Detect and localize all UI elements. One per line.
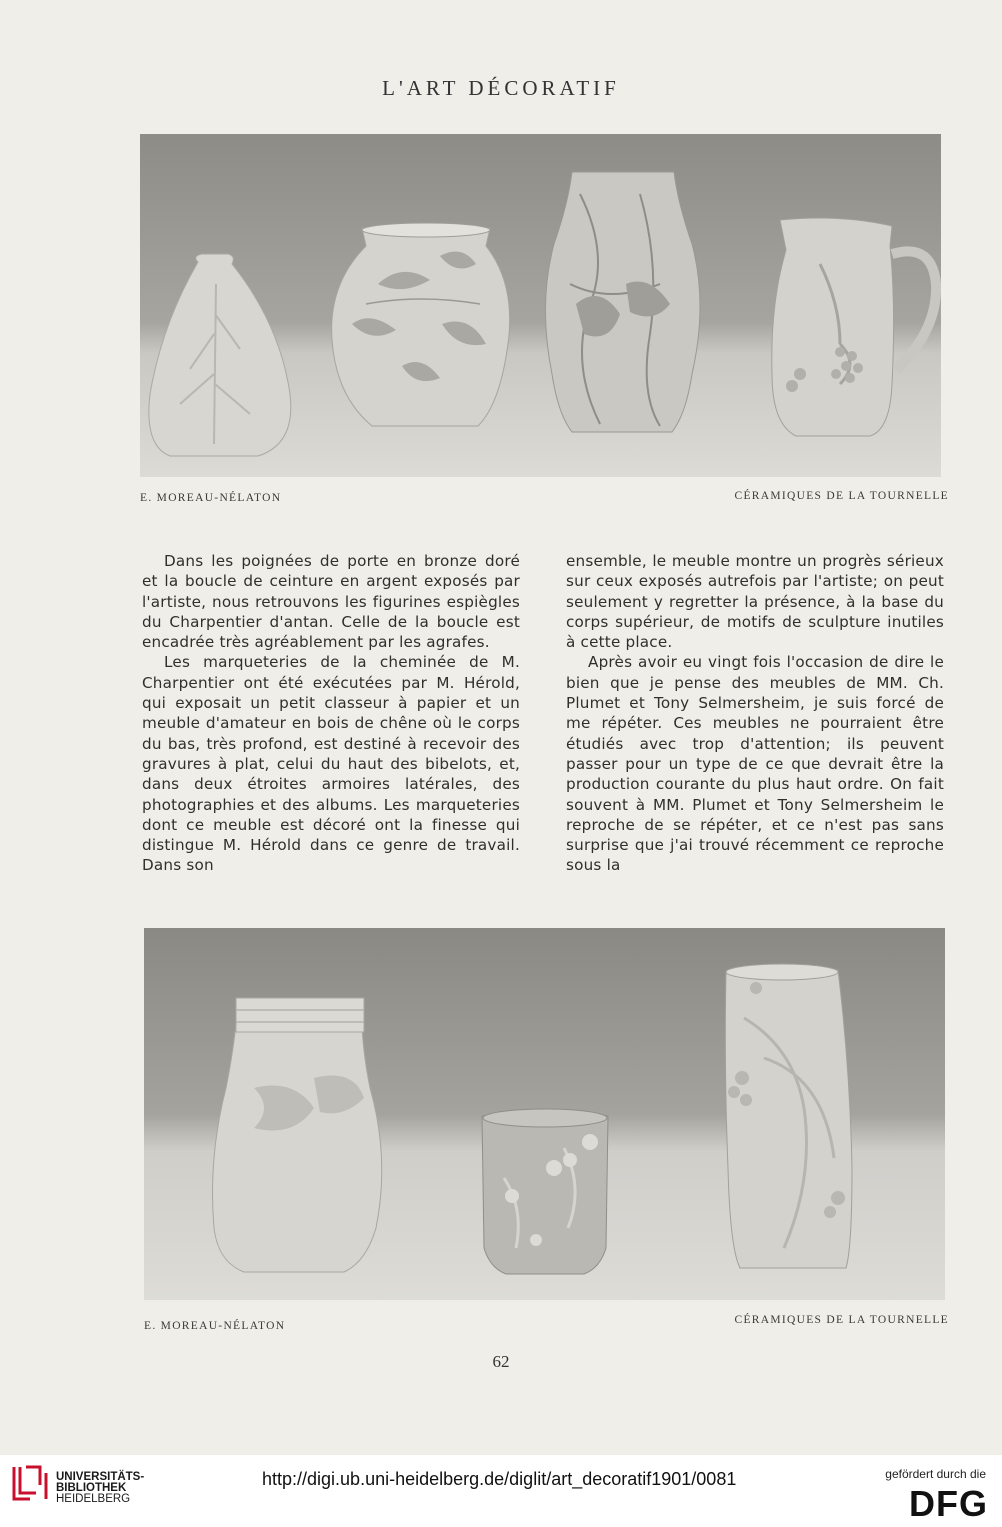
caption-top-left: E. MOREAU-NÉLATON bbox=[140, 492, 282, 504]
vase-tall bbox=[545, 172, 700, 432]
page-number: 62 bbox=[492, 1352, 510, 1371]
dfg-logo: DFG bbox=[909, 1483, 988, 1524]
ceramics-photo-top bbox=[140, 134, 941, 477]
caption-top-right: CÉRAMIQUES DE LA TOURNELLE bbox=[734, 490, 949, 502]
caption-bottom-left: E. MOREAU-NÉLATON bbox=[144, 1320, 286, 1332]
paragraph: Après avoir eu vingt fois l'occasion de dire le bien que je pense des meubles de MM. Ch. Plumet et Tony Selmersheim, je suis forcé de me répéter. Ces meubles ne pourraient être étudiés avec trop d'attention; ils peuvent passer pour un type de ce que devrait être la production courante du plus haut ordre. On fait souvent à MM. Plumet et Tony Selmersheim le reproche de se répéter, et ce n'est pas sans surprise que j'ai trouvé récemment ce reproche sous la bbox=[566, 653, 944, 875]
pitcher bbox=[772, 218, 894, 436]
photo-plate-bottom bbox=[144, 928, 945, 1300]
permalink-url[interactable]: http://digi.ub.uni-heidelberg.de/diglit/art_decoratif1901/0081 bbox=[262, 1469, 737, 1489]
text-column-left bbox=[142, 551, 520, 876]
library-logo-icon bbox=[10, 1463, 50, 1503]
library-name: UNIVERSITÄTS- BIBLIOTHEK HEIDELBERG bbox=[56, 1471, 145, 1505]
running-head: L'ART DÉCORATIF bbox=[382, 76, 620, 100]
vase-sculpted bbox=[725, 967, 852, 1268]
paragraph: Les marqueteries de la cheminée de M. Charpentier ont été exécutées par M. Hérold, qui exposait un petit classeur à papier et un meuble d'amateur en bois de chêne où le corps du bas, très profond, est destiné à recevoir des gravures à plat, celui du haut des bibelots, et, dans deux étroites armoires latérales, des photographies et des albums. Les marqueteries dont ce meuble est décoré ont la finesse qui distingue M. Hérold dans ce genre de travail. Dans son bbox=[142, 653, 520, 875]
photo-plate-top bbox=[140, 134, 941, 477]
vase-bottle bbox=[149, 254, 291, 456]
ceramics-photo-bottom bbox=[144, 928, 945, 1300]
footer-bar bbox=[0, 1455, 1002, 1527]
paragraph: ensemble, le meuble montre un progrès sérieux sur ceux exposés autrefois par l'artiste; on peut seulement y regretter la présence, à la base du corps supérieur, de motifs de sculpture inutiles à cette place. bbox=[566, 552, 944, 652]
funded-by-label: gefördert durch die bbox=[885, 1467, 986, 1481]
caption-bottom-right: CÉRAMIQUES DE LA TOURNELLE bbox=[734, 1314, 949, 1326]
paragraph: Dans les poignées de porte en bronze doré et la boucle de ceinture en argent exposés par l'artiste, nous retrouvons les figurines espiègles du Charpentier d'antan. Celle de la boucle est encadrée très agréablement par les agrafes. bbox=[142, 552, 520, 652]
jar-textured bbox=[213, 998, 382, 1272]
text-column-right bbox=[566, 551, 944, 876]
